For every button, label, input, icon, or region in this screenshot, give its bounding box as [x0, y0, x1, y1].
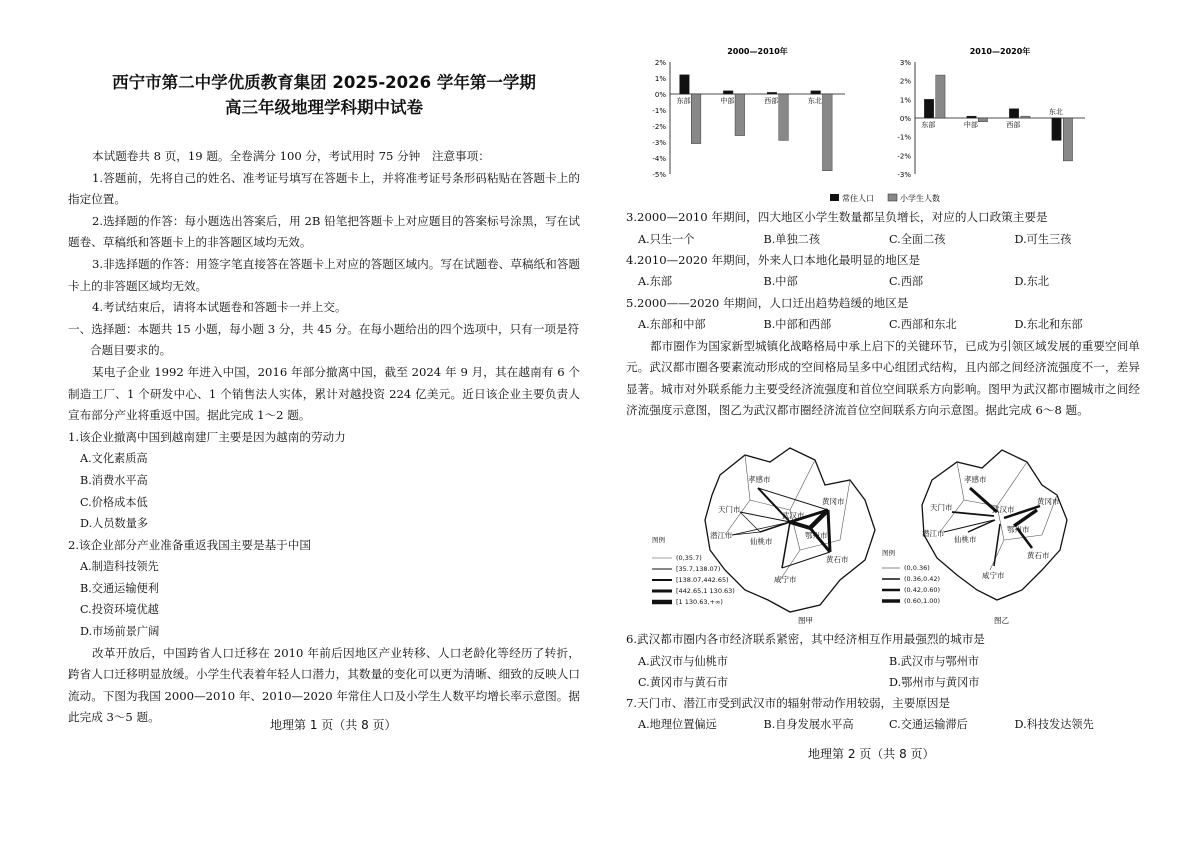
map-a-city-ezhou: 鄂州市: [805, 531, 828, 540]
map-a-legend-5: [1 130.63,+∞): [676, 598, 723, 606]
q3-options: [638, 229, 1140, 250]
question-7: 7.天门市、潜江市受到武汉市的辐射带动作用较弱，主要原因是: [626, 695, 951, 710]
y-tick-label: 1%: [654, 75, 666, 83]
material-3: 都市圈作为国家新型城镇化战略格局中承上启下的关键环节，已成为引领区域发展的重要空间单元。武汉都市圈各要素流动形成的空间格局呈多中心组团式结构，且内部之间经济流强度不一，差异显著。城市对外联系能力主要受经济流强度和首位空间联系方向影响。图甲为武汉都市圈城市之间经济流强度示意图，图乙为武汉都市圈经济流首位空间联系方向示意图。据此完成 6～8 题。: [626, 338, 1140, 418]
q2-option-b: B.交通运输便利: [80, 581, 159, 595]
exam-page-2: [600, 0, 1200, 848]
note-2: 2.选择题的作答：每小题选出答案后，用 2B 铅笔把答题卡上对应题目的答案标号涂黑，写在试题卷、草稿纸和答题卡上的非答题区域均无效。: [68, 213, 580, 250]
map-a-city-xiaogan: 孝感市: [748, 475, 771, 484]
y-tick-label: 1%: [899, 96, 911, 105]
q3-option-a: A.只生一个: [638, 232, 695, 246]
note-4: 4.考试结束后，请将本试题卷和答题卡一并上交。: [92, 300, 347, 315]
q4-options: [638, 271, 1140, 292]
map-primary-link-direction: [882, 440, 1112, 630]
bar-pupil: [1063, 118, 1072, 161]
bar-pupil: [735, 94, 745, 136]
y-tick-label: -3%: [652, 139, 666, 147]
map-a-legend-3: [138.07,442.65): [676, 576, 729, 584]
bar-pupil: [823, 94, 833, 171]
map-a-city-huangshi: 黄石市: [826, 555, 849, 564]
y-tick-label: 2%: [899, 77, 911, 86]
bar-resident: [924, 99, 933, 118]
map-b-legend-2: (0.36,0.42): [904, 575, 941, 583]
exam-intro: 本试题卷共 8 页，19 题。全卷满分 100 分，考试用时 75 分钟 注意事项：: [92, 149, 490, 163]
map-a-legend-4: [442.65,1 130.63): [676, 587, 735, 595]
y-tick-label: 2%: [654, 59, 666, 67]
material-2: 改革开放后，中国跨省人口迁移在 2010 年前后因地区产业转移、人口老龄化等经历了转折，跨省人口迁移明显放缓。小学生代表着年轻人口潜力，其数量的变化可以更为清晰、细致的反映人口流动。下图为我国 2000—2010 年、2010—2020 年常住人口及小学生人数平均增长率示意图。据此完成 3～5 题。: [68, 645, 580, 725]
population-growth-charts: [640, 44, 1154, 206]
map-a-legend-title: 图例: [652, 536, 665, 544]
q2-option-a: A.制造科技领先: [80, 560, 159, 574]
map-b-caption: 图乙: [994, 616, 1009, 625]
y-tick-label: -1%: [652, 107, 666, 115]
q4-option-c: C.西部: [889, 275, 924, 289]
bar-resident: [767, 92, 777, 94]
bar-pupil: [779, 94, 789, 140]
y-tick-label: 3%: [899, 59, 911, 67]
flow-huanggang-huangshi: [828, 510, 830, 552]
bar-resident: [680, 75, 690, 94]
q7-option-a: A.地理位置偏远: [638, 718, 717, 732]
q5-option-a: A.东部和中部: [638, 318, 706, 332]
q2-option-d: D.市场前景广阔: [80, 625, 160, 639]
page-footer-1: 地理第 1 页（共 8 页）: [270, 718, 397, 732]
q7-options: [638, 714, 1140, 735]
exam-title-line1: 西宁市第二中学优质教育集团 2025-2026 学年第一学期: [112, 73, 536, 92]
question-6: 6.武汉都市圈内各市经济联系紧密，其中经济相互作用最强烈的城市是: [626, 632, 985, 646]
chart-2010-2020: [897, 46, 1085, 179]
map-b-city-ezhou: 鄂州市: [1007, 525, 1030, 534]
category-label: 中部: [963, 121, 978, 129]
q1-option-c: C.价格成本低: [80, 495, 148, 509]
chart-2000-2010: [652, 46, 845, 179]
q4-option-b: B.中部: [763, 275, 798, 289]
q7-option-d: D.科技发达领先: [1014, 718, 1094, 732]
category-label: 中部: [720, 97, 735, 105]
map-b-city-xianning: 咸宁市: [982, 571, 1005, 580]
bar-pupil: [978, 118, 987, 122]
map-b-legend-4: (0.60,1.00): [904, 597, 941, 605]
map-b-legend-title: 图例: [882, 549, 895, 557]
y-tick-label: -2%: [652, 123, 666, 131]
q5-options: [638, 314, 1140, 335]
map-a-city-xiantao: 仙桃市: [750, 537, 773, 546]
y-tick-label: 0%: [654, 91, 666, 99]
q1-option-d: D.人员数量多: [80, 517, 149, 531]
map-a-city-tianmen: 天门市: [718, 505, 741, 514]
chart-title: 2000—2010年: [727, 47, 788, 56]
category-label: 东北: [1048, 108, 1063, 116]
map-b-city-wuhan: 武汉市: [992, 505, 1015, 514]
chart-title: 2010—2020年: [969, 47, 1031, 56]
category-label: 西部: [1006, 121, 1021, 129]
bar-pupil: [936, 75, 945, 118]
map-b-city-qianjiang: 潜江市: [922, 529, 945, 538]
q6-options: [638, 651, 1140, 693]
map-a-city-xianning: 咸宁市: [774, 575, 797, 584]
bar-resident: [811, 91, 821, 94]
legend-label-pupil: 小学生人数: [900, 194, 940, 203]
y-tick-label: -1%: [897, 133, 911, 142]
legend-swatch-resident: [830, 194, 839, 201]
category-label: 东部: [921, 121, 936, 129]
y-tick-label: -5%: [652, 171, 666, 179]
map-a-city-huanggang: 黄冈市: [822, 497, 845, 506]
q5-option-c: C.西部和东北: [889, 318, 957, 332]
map-a-city-qianjiang: 潜江市: [710, 531, 733, 540]
map-b-legend-3: (0.42,0.60): [904, 586, 941, 594]
question-3: 3.2000—2010 年期间，四大地区小学生数量都呈负增长，对应的人口政策主要是: [626, 210, 1048, 224]
question-1: 1.该企业撤离中国到越南建厂主要是因为越南的劳动力: [68, 429, 346, 444]
map-economic-flow-intensity: [650, 440, 920, 630]
bar-resident: [723, 91, 733, 94]
q6-option-d: D.鄂州市与黄冈市: [889, 675, 980, 689]
q4-option-a: A.东部: [638, 275, 673, 289]
bar-resident: [1009, 109, 1018, 118]
q4-option-d: D.东北: [1014, 275, 1050, 289]
q6-option-a: A.武汉市与仙桃市: [638, 654, 728, 668]
map-b-city-xiaogan: 孝感市: [964, 475, 987, 484]
question-4: 4.2010—2020 年期间，外来人口本地化最明显的地区是: [626, 252, 921, 267]
section-heading-choice: 一、选择题：本题共 15 小题，每小题 3 分，共 45 分。在每小题给出的四个选项中，只有一项是符合题目要求的。: [68, 321, 580, 358]
bar-pupil: [1021, 116, 1030, 118]
y-tick-label: 0%: [899, 115, 911, 123]
map-b-city-tianmen: 天门市: [930, 503, 953, 512]
question-2: 2.该企业部分产业准备重返我国主要是基于中国: [68, 537, 311, 552]
q1-option-b: B.消费水平高: [80, 473, 148, 487]
category-label: 东部: [676, 97, 691, 105]
q6-option-b: B.武汉市与鄂州市: [889, 654, 980, 668]
q7-option-b: B.自身发展水平高: [763, 718, 854, 732]
legend-label-resident: 常住人口: [842, 194, 874, 203]
bar-resident: [967, 116, 976, 118]
material-1: 某电子企业 1992 年进入中国，2016 年部分撤离中国，截至 2024 年 9 月，其在越南有 6 个制造工厂、1 个研发中心、1 个销售法人实体，累计对越投资 224 亿美元。近日该企业主要负责人宣布部分产业将重返中国。据此完成 1～2 题。: [68, 364, 580, 423]
y-tick-label: -2%: [897, 152, 911, 161]
page-footer-2: 地理第 2 页（共 8 页）: [808, 747, 935, 761]
q7-option-c: C.交通运输滞后: [889, 718, 968, 732]
map-a-legend-2: [35.7,138.07): [676, 565, 721, 573]
q2-option-c: C.投资环境优越: [80, 603, 159, 617]
q6-option-c: C.黄冈市与黄石市: [638, 675, 729, 689]
exam-title-line2: 高三年级地理学科期中试卷: [225, 98, 423, 117]
y-tick-label: -4%: [652, 155, 666, 163]
bar-resident: [1052, 118, 1061, 140]
map-a-city-wuhan: 武汉市: [782, 511, 805, 520]
q5-option-d: D.东北和东部: [1014, 318, 1083, 332]
map-b-city-xiantao: 仙桃市: [954, 535, 977, 544]
map-b-city-huanggang: 黄冈市: [1037, 497, 1060, 506]
map-b-legend-1: (0,0.36): [904, 564, 930, 572]
category-label: 东北: [807, 97, 822, 105]
map-a-caption: 图甲: [798, 616, 813, 625]
map-b-city-huangshi: 黄石市: [1027, 551, 1050, 560]
q3-option-b: B.单独二孩: [763, 232, 821, 246]
q5-option-b: B.中部和西部: [763, 318, 832, 332]
note-1: 1.答题前，先将自己的姓名、准考证号填写在答题卡上，并将准考证号条形码粘贴在答题卡上的指定位置。: [68, 170, 580, 207]
question-5: 5.2000——2020 年期间，人口迁出趋势趋缓的地区是: [626, 295, 909, 310]
y-tick-label: -3%: [897, 171, 911, 179]
chart-legend: [830, 193, 940, 203]
legend-swatch-pupil: [888, 194, 897, 201]
map-a-legend-1: (0,35.7): [676, 554, 702, 562]
note-3: 3.非选择题的作答：用签字笔直接答在答题卡上对应的答题区域内。写在试题卷、草稿纸和答题卡上的非答题区域均无效。: [68, 256, 580, 293]
q3-option-d: D.可生三孩: [1014, 232, 1072, 246]
category-label: 西部: [764, 97, 779, 105]
map-b-legend: [882, 548, 940, 605]
bar-pupil: [691, 94, 701, 144]
q3-option-c: C.全面二孩: [889, 232, 946, 246]
q1-option-a: A.文化素质高: [80, 452, 148, 466]
